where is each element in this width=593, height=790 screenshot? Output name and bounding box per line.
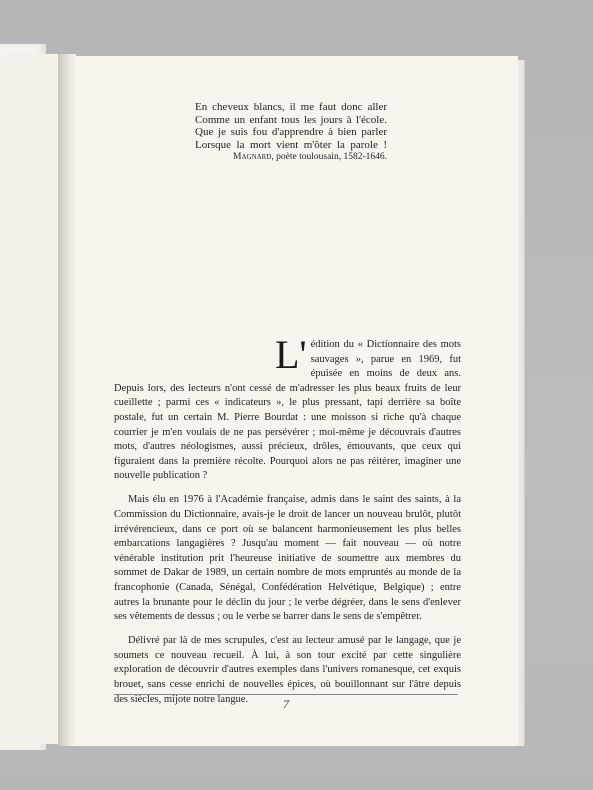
paragraph-text: Mais élu en 1976 à l'Académie française, admis dans le saint des saints, à la Commission du Dictionnaire, avais-je le droit de lancer un nouveau brulôt, plutôt irrévérencieux, dans ce port où se balancent harmonieusement les plus belles embarcations langagières ? Jusqu'au moment — fait nouveau — où notre vénérable institution prit l'heureuse initiative de soumettre aux membres du sommet de Dakar de 1989, un certain nombre de mots empruntés au monde de la francophonie (Canada, Sénégal, Confédération Helvétique, Belgique) ; entre autres la brunante pour le déclin du jour ; le verbe dégréer, dans le sens d'enlever ses vêtements de dessus ; ou le verbe se barrer dans le sens de s'empêtrer.	[114, 494, 461, 623]
epigraph	[195, 101, 387, 164]
epigraph-source: , poète toulousain, 1582-1646.	[271, 152, 387, 162]
left-page	[0, 54, 61, 744]
epigraph-attribution	[195, 151, 387, 164]
page-number: 7	[283, 697, 289, 711]
paragraph	[114, 493, 461, 624]
footer-rule	[114, 694, 458, 695]
paragraph-text: Délivré par là de mes scrupules, c'est au lecteur amusé par le langage, que je soumets ce nouveau recueil. À lui, à son tour excité par cette singulière exploration de découvrir d'autres exemples dans l'univers romanesque, cet exquis brouet, sans cesse enrichi de nouvelles épices, où bouillonnant sur l'âtre depuis des siècles, mijote notre langue.	[114, 635, 461, 705]
epigraph-line: Lorsque la mort vient m'ôter la parole !	[195, 138, 387, 151]
body-text	[114, 332, 461, 717]
epigraph-line: En cheveux blancs, il me faut donc aller	[195, 101, 387, 113]
drop-cap: L'	[275, 332, 307, 377]
paragraph	[114, 332, 461, 484]
epigraph-line: Comme un enfant tous les jours à l'école.	[195, 113, 387, 126]
epigraph-author: Magnard	[233, 152, 272, 162]
epigraph-line: Que je suis fou d'apprendre à bien parler	[195, 126, 387, 138]
paragraph-text: édition du « Dictionnaire des mots sauvages », parue en 1969, fut épuisée en moins de deux ans. Depuis lors, des lecteurs n'ont cessé de m'adresser les plus beaux fruits de leur cueillette ; parmi ces « indicateurs », le plus pressant, tapi derrière sa boîte postale, fut un certain M. Pierre Bourdat : une moisson si riche qu'à chaque courrier je m'en voulais de ne pas persévérer ; moi-même je découvrais d'autres mots, d'autres néologismes, aussi précieux, drôles, émouvants, que ceux qui figuraient dans la première récolte. Pourquoi alors ne pas réitérer, imaginer une nouvelle publication ?	[114, 339, 461, 482]
